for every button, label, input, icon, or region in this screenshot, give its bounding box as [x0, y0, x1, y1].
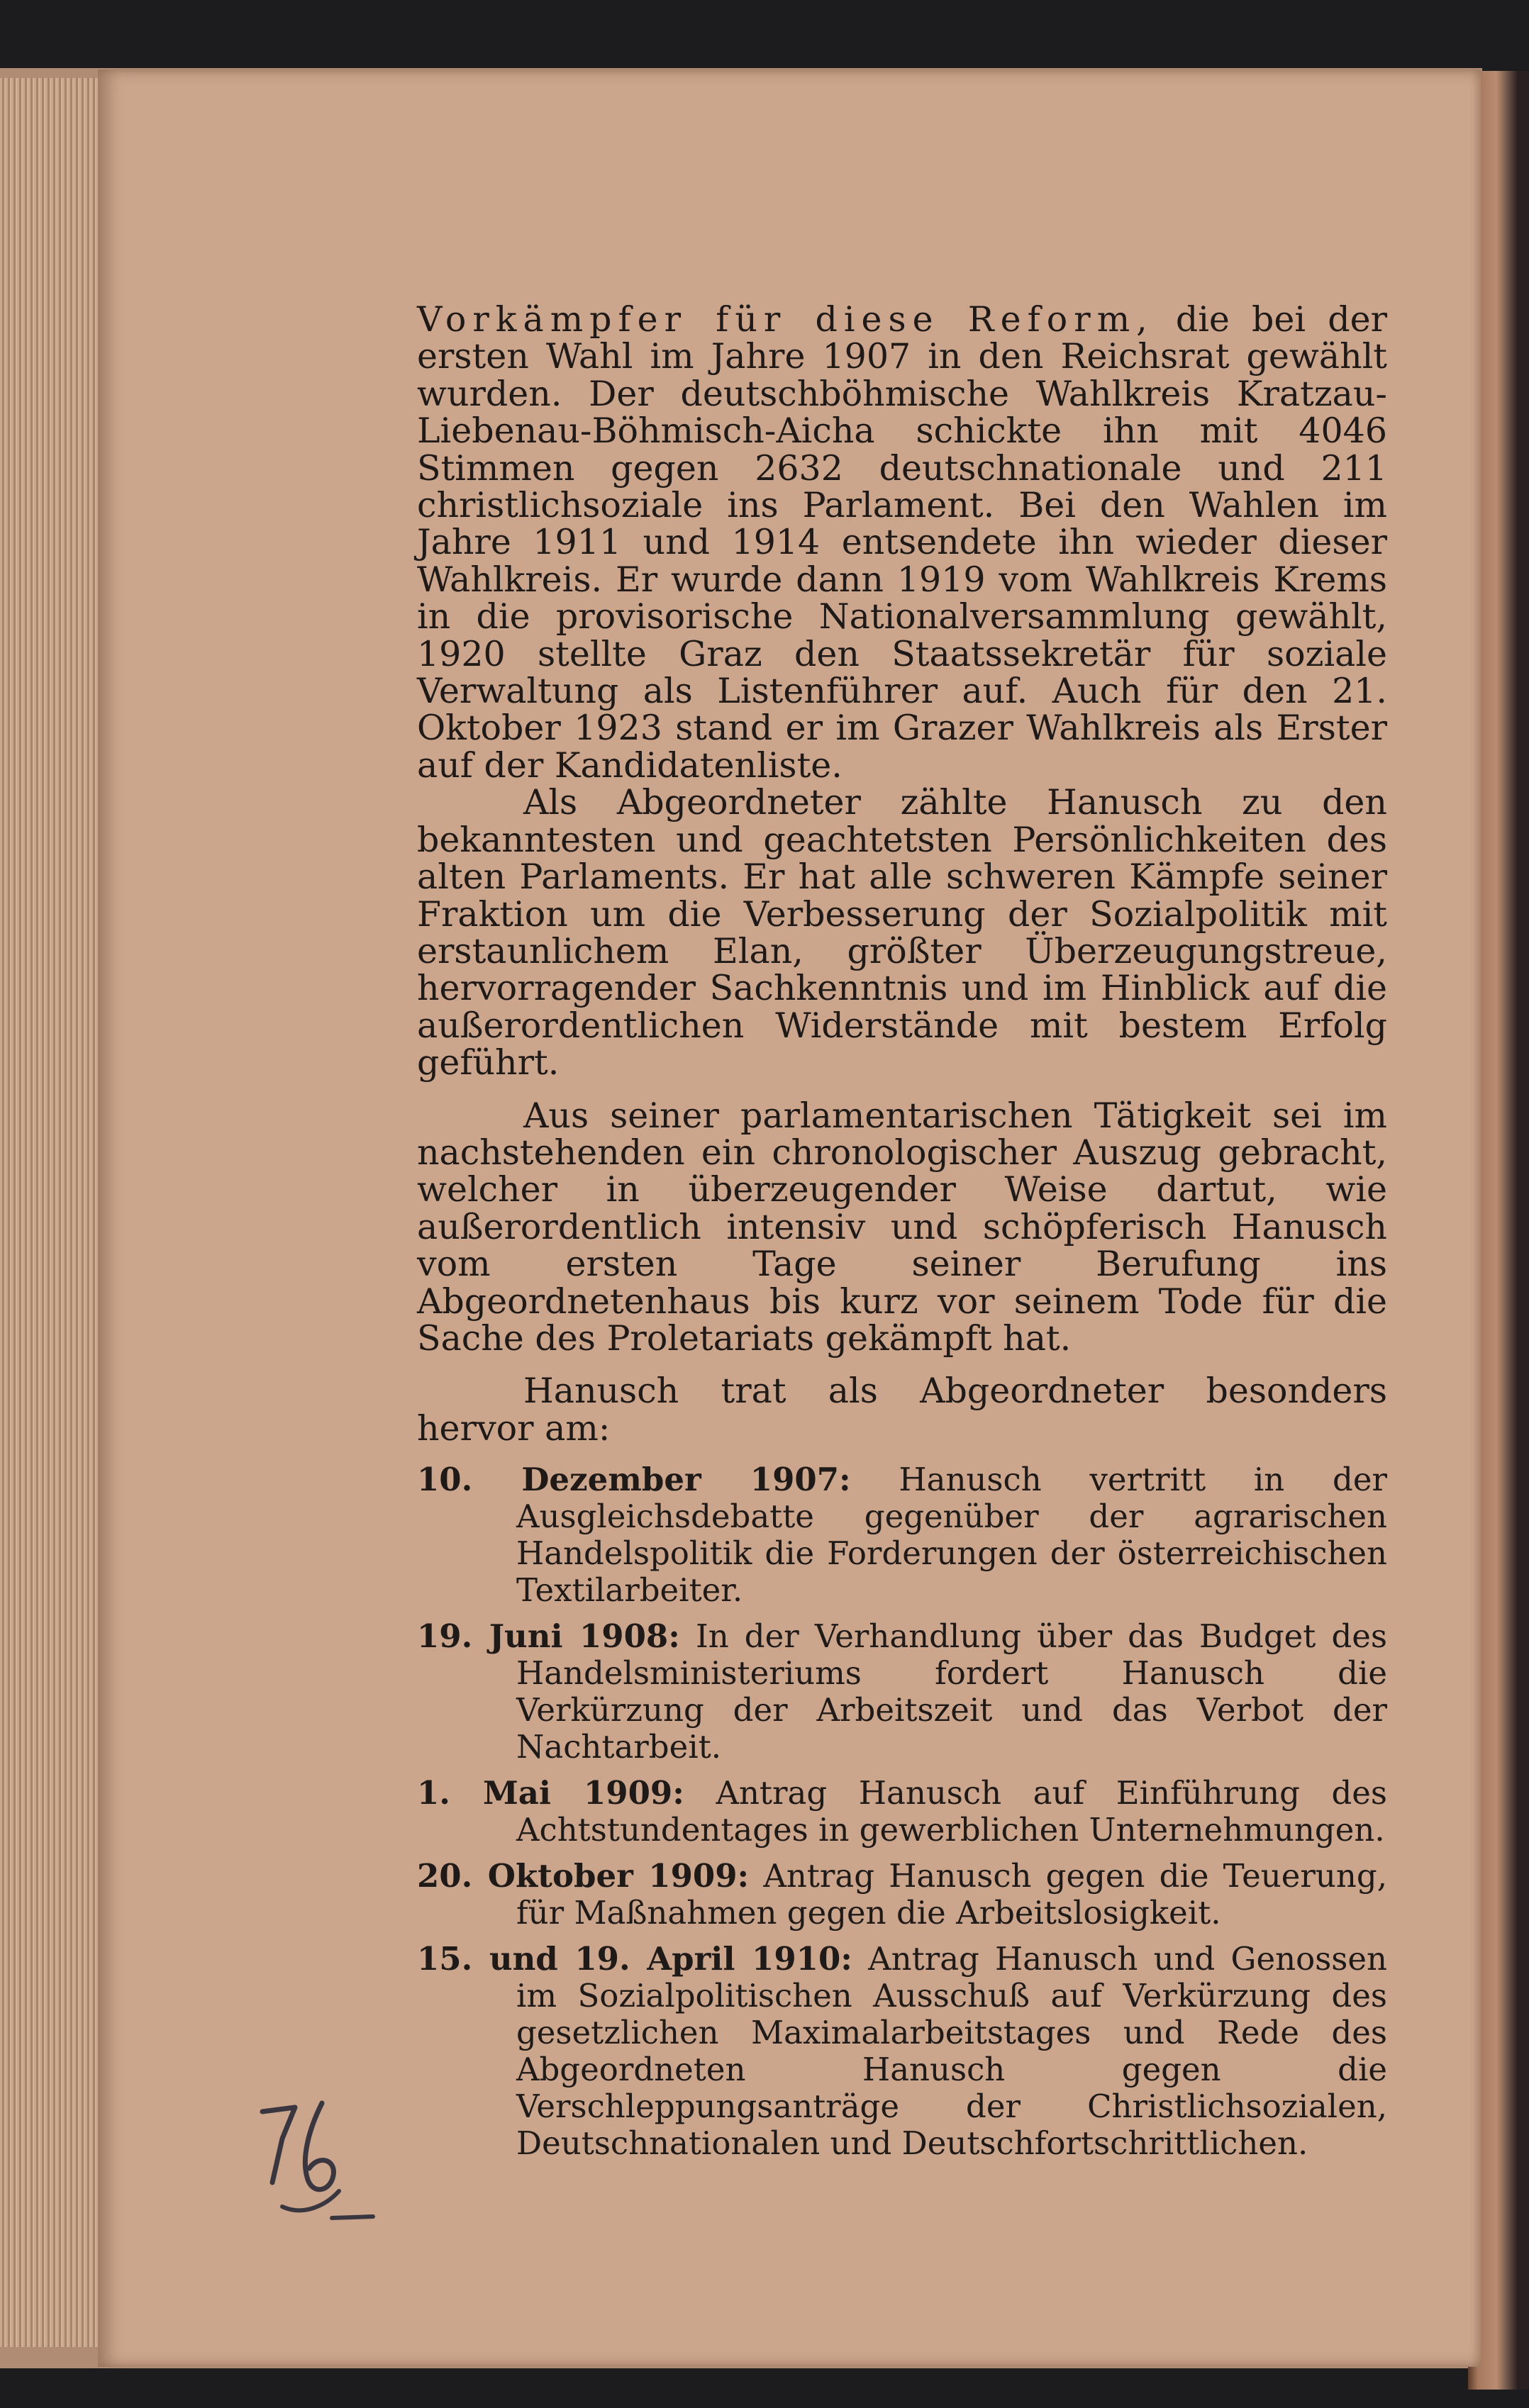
entry-text: Antrag Hanusch gegen die Teuerung, für Maßnahmen gegen die Arbeitslosigkeit.	[516, 1857, 1387, 1932]
handwritten-page-number	[254, 2092, 389, 2234]
page-text	[417, 301, 1387, 2171]
intro-emphasis: Vorkämpfer für diese Reform,	[417, 299, 1154, 340]
chronology-list	[417, 1461, 1387, 2162]
paragraph-2: Als Abgeordneter zählte Hanusch zu den bekanntesten und geachtetsten Persönlichkeiten des alten Parlaments. Er hat alle schweren Kämpfe seiner Fraktion um die Verbesserung der Sozialpolitik mit erstaunlichem Elan, größter Überzeugungstreue, hervorragender Sachkenntnis und im Hinblick auf die außerordentlichen Widerstände mit bestem Erfolg geführt.	[417, 782, 1387, 1083]
paragraph-3: Aus seiner parlamentarischen Tätigkeit sei im nachstehenden ein chronologischer Auszug gebracht, welcher in überzeugender Weise dartut, wie außerordentlich intensiv und schöpferisch Hanusch vom ersten Tage seiner Berufung ins Abgeordnetenhaus bis kurz vor seinem Tode für die Sache des Proletariats gekämpft hat.	[417, 1095, 1387, 1359]
entry-date: 20. Oktober 1909:	[417, 1857, 750, 1895]
chronology-entry	[417, 1941, 1387, 2162]
entry-date: 19. Juni 1908:	[417, 1617, 680, 1656]
entry-text: Antrag Hanusch auf Einführung des Achtstundentages in gewerblichen Unternehmungen.	[516, 1774, 1388, 1849]
paragraph-1-text: die bei der ersten Wahl im Jahre 1907 in den Reichsrat gewählt wurden. Der deutschböhmische Wahlkreis Kratzau-Liebenau-Böhmisch-Aicha schickte ihn mit 4046 Stimmen gegen 2632 deutschnationale und 211 christlichsoziale ins Parlament. Bei den Wahlen im Jahre 1911 und 1914 entsendete ihn wieder dieser Wahlkreis. Er wurde dann 1919 vom Wahlkreis Krems in die provisorische Nationalversammlung gewählt, 1920 stellte Graz den Staatssekretär für soziale Verwaltung als Listenführer auf. Auch für den 21. Oktober 1923 stand er im Grazer Wahlkreis als Erster auf der Kandidatenliste.	[417, 299, 1387, 786]
paragraph-1	[417, 301, 1387, 784]
entry-date: 15. und 19. April 1910:	[417, 1940, 852, 1978]
page-edges	[0, 78, 106, 2347]
entry-text: Antrag Hanusch und Genossen im Sozialpolitischen Ausschuß auf Verkürzung des gesetzlichen Maximalarbeitstages und Rede des Abgeordneten Hanusch gegen die Verschleppungsanträge der Christlichsozialen, Deutschnationalen und Deutschfortschrittlichen.	[516, 1940, 1387, 2163]
entry-date: 1. Mai 1909:	[417, 1774, 684, 1812]
chronology-entry	[417, 1618, 1387, 1766]
entry-text: In der Verhandlung über das Budget des Handelsministeriums fordert Hanusch die Verkürzung der Arbeitszeit und das Verbot der Nachtarbeit.	[516, 1617, 1387, 1766]
paragraph-4: Hanusch trat als Abgeordneter besonders hervor am:	[417, 1371, 1387, 1449]
chronology-entry	[417, 1775, 1387, 1849]
chronology-entry	[417, 1461, 1387, 1609]
chronology-entry	[417, 1858, 1387, 1932]
entry-date: 10. Dezember 1907:	[417, 1461, 851, 1499]
entry-text: Hanusch vertritt in der Ausgleichsdebatte gegenüber der agrarischen Handelspolitik die Forderungen der österreichischen Textilarbeiter.	[516, 1461, 1387, 1610]
